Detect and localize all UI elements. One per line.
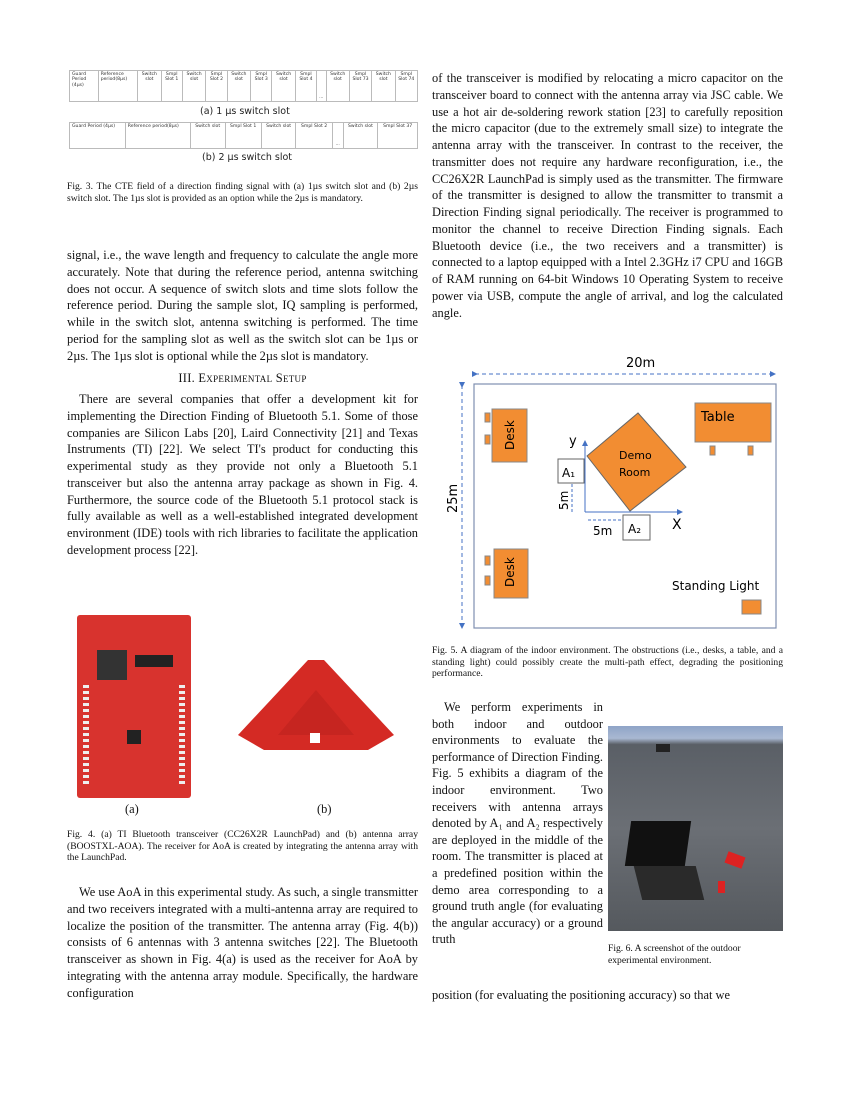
cte-cell: Switch slot xyxy=(227,71,250,102)
paragraph: We use AoA in this experimental study. As such, a single transmitter and two receivers integrated with a multi-antenna array are required to localize the position of the transmitter. The antenna array (Fig. 4(b)) consists of 6 antennas with 3 antenna switches [22]. The Bluetooth transceiver as shown in Fig. 4(a) is used as the receiver for AoA by integrating with the antenna array module. Specifically, the hardware configuration xyxy=(67,885,418,1000)
desk-label: Desk xyxy=(503,557,517,587)
fig4-label-a: (a) xyxy=(125,802,139,816)
paragraph: We perform experiments in both indoor and outdoor environments to evaluate the performance of Direction Finding. Fig. 5 exhibits a diagram of the indoor environment. Two receivers with antenna arrays denoted by A₁ and A₂ respectively are deployed in the middle of the room. The transmitter is placed at a predefined position within the demo area corresponding to a ground truth angle (for evaluating the angular accuracy) or a ground truth xyxy=(432,700,603,947)
cte-cell: Smpl Slot 2 xyxy=(206,71,227,102)
cte-cell: Smpl Slot 37 xyxy=(378,123,418,149)
cte-cell: Smpl Slot 1 xyxy=(225,123,261,149)
fig3-caption: Fig. 3. The CTE field of a direction finding signal with (a) 1µs switch slot and (b) 2µs switch slot. The 1µs slot is provided as an option while the 2µs is mandatory. xyxy=(67,181,418,204)
cte-cell: Switch slot xyxy=(190,123,225,149)
fig4-label-b: (b) xyxy=(317,802,332,816)
cte-cell: ... xyxy=(317,71,326,102)
cte-cell: Switch slot xyxy=(138,71,161,102)
fig3-sub-b: (b) 2 µs switch slot xyxy=(202,152,293,163)
cte-cell: Smpl Slot 73 xyxy=(349,71,371,102)
paragraph: There are several companies that offer a development kit for implementing the Direction Finding of Bluetooth 5.1. Some of those companies are Silicon Labs [20], Laird Connectivity [21] and Texas Instruments (TI) [22]. We select TI's product for conducting this experimental study as they provide not only a Bluetooth 5.1 transceiver but also the antenna array package as shown in Fig. 4. Furthermore, the source code of the Bluetooth 5.1 protocol stack is fully available as well as a well-established integrated development environment (IDE) tools with rich libraries to facilitate the application development process [22]. xyxy=(67,392,418,557)
cte-table-1us xyxy=(69,70,418,102)
launchpad-photo xyxy=(77,615,191,798)
desk-label: Desk xyxy=(503,420,517,450)
cte-cell: Smpl Slot 3 xyxy=(251,71,272,102)
cte-cell: Guard Period (4µs) xyxy=(70,123,126,149)
cte-cell: Switch slot xyxy=(182,71,205,102)
vertical-5m-label: 5m xyxy=(557,490,571,510)
fig6-caption: Fig. 6. A screenshot of the outdoor experimental environment. xyxy=(608,943,741,966)
cte-cell: Reference period(8µs) xyxy=(125,123,190,149)
antenna-array-photo xyxy=(238,655,394,750)
fig5-caption: Fig. 5. A diagram of the indoor environment. The obstructions (i.e., desks, a table, and a standing light) could possibly create the multi-path effect, degrading the positioning performance. xyxy=(432,645,783,680)
x-axis-label: X xyxy=(672,517,682,533)
paragraph: of the transceiver is modified by relocating a micro capacitor on the transceiver board to connect with the antenna array via JSC cable. We use a hot air de-soldering rework station [23] to carefully reposition the micro capacitor (due to the extremely small size) to integrate the antenna array with the transceiver. In contrast to the receiver, the transmitter does not require any hardware reconfiguration, i.e., the CC26X2R LaunchPad is simply used as the transmitter. The firmware of the transmitter is designed to allow the transmitter to transmit a Direction Finding signal periodically. The receiver is programmed to monitor the channel to receive Direction Finding signals. Each Bluetooth device (i.e., the two receivers and a transmitter) is connected to a laptop equipped with a Intel 2.3GHz i7 CPU and 16GB of RAM running on 64-bit Windows 10 Operating System to receive power via USB, compute the angle of arrival, and log the calculated angle. xyxy=(432,71,783,320)
cte-cell: Reference period(8µs) xyxy=(98,71,137,102)
cte-cell: Smpl Slot 1 xyxy=(161,71,182,102)
a2-label: A₂ xyxy=(628,522,642,536)
cte-cell: Smpl Slot 2 xyxy=(296,123,332,149)
fig4-caption: Fig. 4. (a) TI Bluetooth transceiver (CC26X2R LaunchPad) and (b) antenna array (BOOSTXL-AOA). The receiver for AoA is created by integrating the antenna array with the LaunchPad. xyxy=(67,829,418,864)
cte-cell: Switch slot xyxy=(372,71,395,102)
cte-cell: Switch slot xyxy=(343,123,378,149)
paragraph: signal, i.e., the wave length and frequency to calculate the angle more accurately. Note that during the reference period, antenna switching does not occur. A sequence of switch slots and time slots follow the reference period. During the sample slot, IQ sampling is performed, while in the switch slot, antenna switching is performed. The time period for the sampling slot as well as the switch slot can be 1µs or 2µs. The 1µs slot is optional while the 2µs slot is mandatory. xyxy=(67,248,418,363)
table-label: Table xyxy=(701,410,735,425)
section-heading: III. Experimental Setup xyxy=(178,371,307,385)
cte-cell: ... xyxy=(332,123,343,149)
fig3-sub-a: (a) 1 µs switch slot xyxy=(200,106,290,117)
cte-cell: Smpl Slot 4 xyxy=(295,71,316,102)
cte-cell: Switch slot xyxy=(272,71,295,102)
horizontal-5m-label: 5m xyxy=(593,524,613,538)
outdoor-photo xyxy=(608,726,783,931)
y-axis-label: y xyxy=(569,434,577,449)
a1-label: A₁ xyxy=(562,466,576,480)
paragraph-continued: position (for evaluating the positioning accuracy) so that we xyxy=(432,988,730,1002)
standing-light-label: Standing Light xyxy=(672,579,760,593)
cte-cell: Smpl Slot 74 xyxy=(395,71,417,102)
demo-label: Demo xyxy=(619,449,652,462)
cte-table-2us xyxy=(69,122,418,149)
cte-cell: Guard Period (4µs) xyxy=(70,71,99,102)
cte-cell: Switch slot xyxy=(326,71,349,102)
cte-cell: Switch slot xyxy=(261,123,296,149)
room-label: Room xyxy=(619,466,651,479)
height-label: 25m xyxy=(446,483,461,513)
width-label: 20m xyxy=(626,356,656,371)
indoor-diagram xyxy=(440,350,790,630)
